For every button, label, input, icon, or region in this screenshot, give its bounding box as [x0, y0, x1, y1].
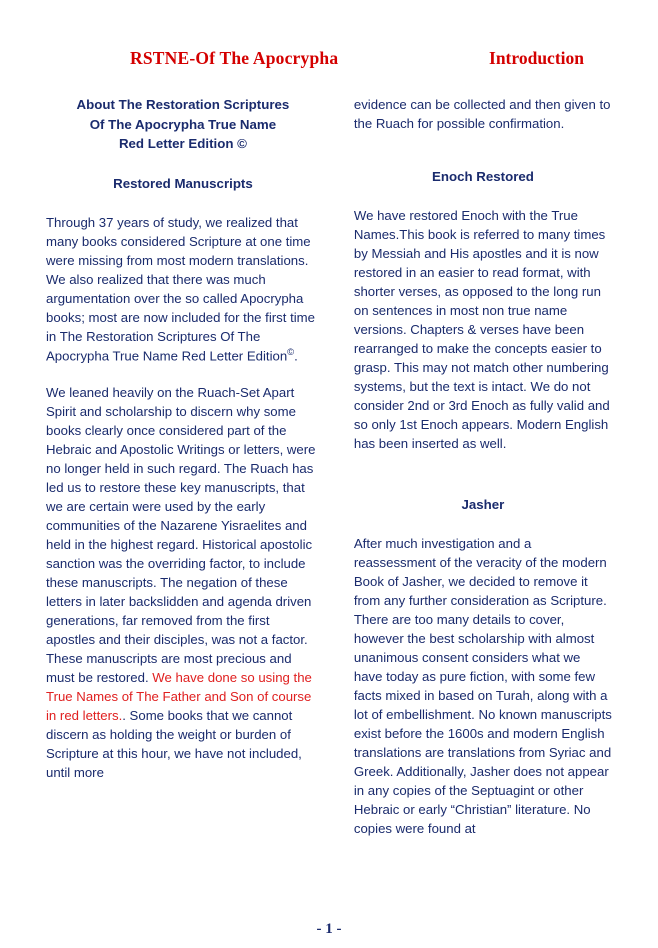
- copyright-superscript: ©: [287, 347, 295, 359]
- section-heading-jasher: Jasher: [461, 497, 505, 512]
- page-number: - 1 -: [316, 921, 342, 937]
- paragraph-continued-top: evidence can be collected and then given to the Ruach for possible confirmation.: [353, 97, 611, 131]
- document-title-line-1: About The Restoration Scriptures: [76, 97, 290, 112]
- paragraph-2-red-text: We have done so using the True Names of The Father and Son of course in red letters.: [46, 670, 312, 724]
- paragraph-2-text-b: . Some books that we cannot discern as holding the weight or burden of Scripture at this hour, we have not included, until more: [46, 708, 302, 781]
- paragraph-2-text-a: We leaned heavily on the Ruach-Set Apart Spirit and scholarship to discern why some books clearly once considered part of the Hebraic and Apostolic Writings or letters, were no longer held in such regard. The Ruach has led us to restore these key manuscripts, that we are certain were used by the early communities of the Nazarene Yisraelites and held in the highest regard. Historical apostolic sanction was the overriding factor, to include these manuscripts. The negation of these letters in later backslidden and agenda driven generations, far removed from the first apostles and their disciples, was not a factor. These manuscripts are most precious and must be restored.: [46, 385, 316, 686]
- page-header: [46, 48, 612, 69]
- paragraph-enoch-restored: We have restored Enoch with the True Names.This book is referred to many times by Messiah and His apostles and it is now restored in an easier to read format, with shorter verses, as opposed to the long run on sentences in most non true name versions. Chapters & verses have been rearranged to make the concepts easier to grasp. This may not match other numbering systems, but the text is intact. We do not consider 2nd or 3rd Enoch as fully valid and so only 1st Enoch appears. Modern English has been inserted as well.: [353, 208, 610, 451]
- paragraph-1-text-b: .: [294, 348, 298, 364]
- header-right-title: Introduction: [489, 48, 584, 68]
- two-column-body: [46, 95, 612, 838]
- paragraph-restored-manuscripts-2: [46, 383, 320, 782]
- header-left-title: RSTNE-Of The Apocrypha: [130, 48, 339, 68]
- paragraph-restored-manuscripts-1: [46, 213, 320, 365]
- right-column: [354, 95, 612, 838]
- paragraph-jasher: After much investigation and a reassessment of the veracity of the modern Book of Jasher, we decided to remove it from any further consideration as Scripture. There are too many details to cover, however the best scholarship with almost unanimous consent considers what we have today as pure fiction, with some few facts mixed in based on Turah, along with a lot of embellishment. No known manuscripts exist before the 1600s and modern English translations are translations from Syriac and Greek. Additionally, Jasher does not appear in any copies of the Septuagint or other Hebraic or early “Christian” literature. No copies were found at: [353, 536, 612, 836]
- section-heading-restored-manuscripts: Restored Manuscripts: [113, 176, 253, 192]
- paragraph-1-text-a: Through 37 years of study, we realized that many books considered Scripture at one time were missing from most modern translations. We also realized that there was much argumentation over the so called Apocrypha books; most are now included for the first time in The Restoration Scriptures Of The Apocrypha True Name Red Letter Edition: [46, 215, 315, 364]
- section-heading-enoch-restored: Enoch Restored: [431, 169, 534, 184]
- document-title-line-3: Red Letter Edition ©: [118, 136, 247, 152]
- left-column: [46, 95, 320, 838]
- document-title: [46, 95, 320, 154]
- document-title-line-2: Of The Apocrypha True Name: [89, 116, 277, 132]
